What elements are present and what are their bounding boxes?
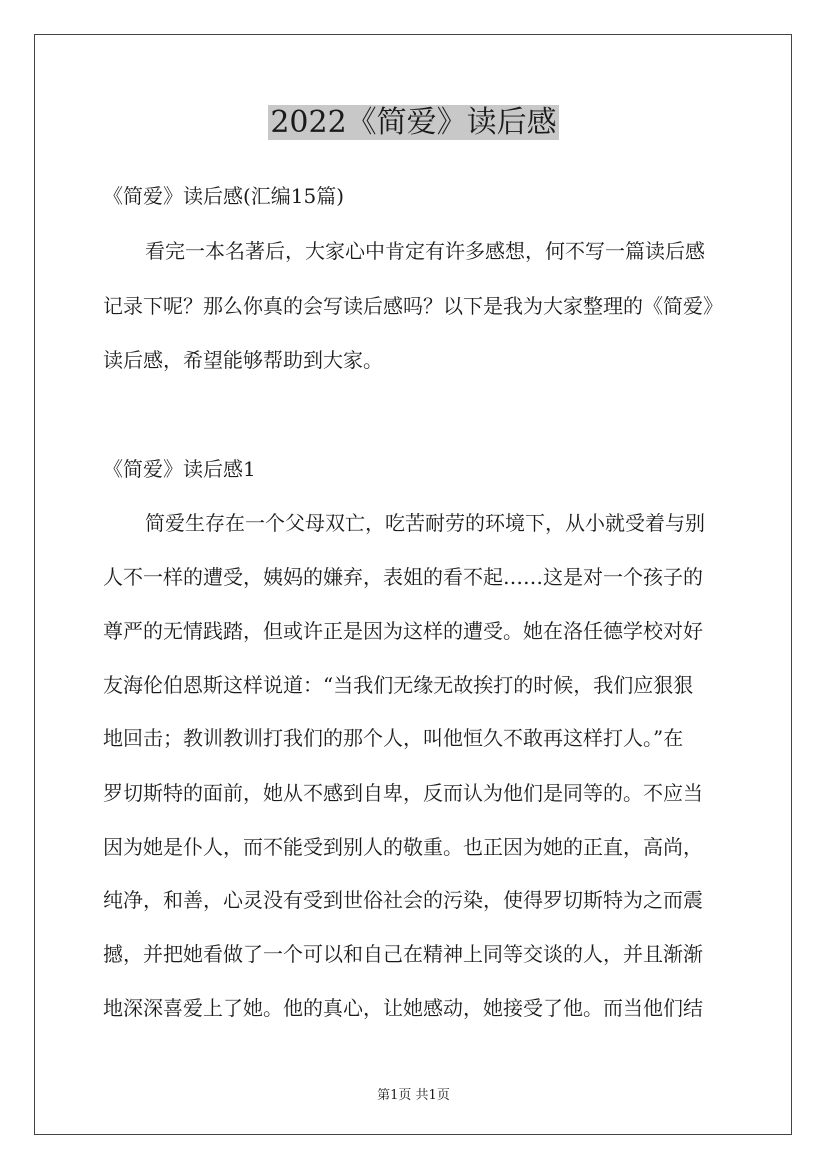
- body-line: 人不一样的遭受，姨妈的嫌弃，表姐的看不起……这是对一个孩子的: [103, 565, 703, 589]
- body-line: 地深深喜爱上了她。他的真心，让她感动，她接受了他。而当他们结: [103, 996, 703, 1020]
- body-line: 地回击；教训教训打我们的那个人，叫他恒久不敢再这样打人。”在: [103, 726, 684, 750]
- body-line: 罗切斯特的面前，她从不感到自卑，反而认为他们是同等的。不应当: [103, 781, 703, 805]
- document-subtitle: 《简爱》读后感(汇编15篇): [103, 184, 345, 208]
- section-heading: 《简爱》读后感1: [103, 457, 256, 481]
- intro-line: 看完一本名著后，大家心中肯定有许多感想，何不写一篇读后感: [145, 239, 705, 263]
- intro-line: 记录下呢？那么你真的会写读后感吗？以下是我为大家整理的《简爱》: [103, 294, 723, 318]
- body-line: 友海伦伯恩斯这样说道：“当我们无缘无故挨打的时候，我们应狠狠: [103, 673, 694, 697]
- document-title: 2022《简爱》读后感: [270, 105, 557, 140]
- body-line: 尊严的无情践踏，但或许正是因为这样的遭受。她在洛任德学校对好: [103, 619, 703, 643]
- body-line: 撼，并把她看做了一个可以和自己在精神上同等交谈的人，并且渐渐: [103, 942, 703, 966]
- page-footer: 第1页 共1页: [377, 1088, 450, 1103]
- body-line: 纯净，和善，心灵没有受到世俗社会的污染，使得罗切斯特为之而震: [103, 888, 703, 912]
- body-line: 因为她是仆人，而不能受到别人的敬重。也正因为她的正直，高尚，: [103, 835, 703, 859]
- body-line: 简爱生存在一个父母双亡，吃苦耐劳的环境下，从小就受着与别: [145, 511, 705, 535]
- document-title-container: [0, 103, 827, 143]
- intro-line: 读后感，希望能够帮助到大家。: [103, 348, 383, 372]
